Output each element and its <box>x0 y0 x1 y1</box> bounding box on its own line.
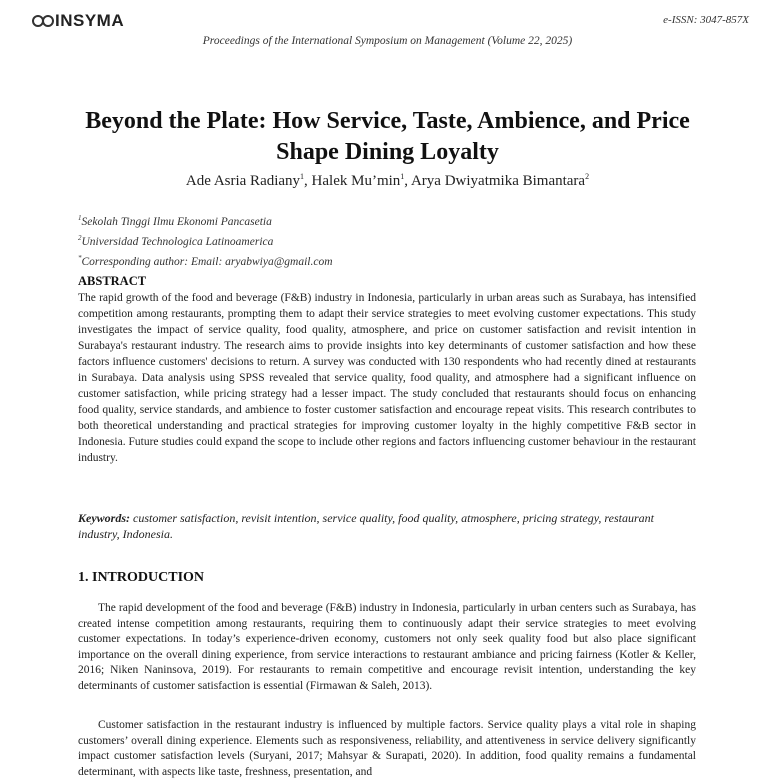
author-separator: , <box>404 173 411 189</box>
abstract-heading: ABSTRACT <box>78 274 147 288</box>
logo-text: INSYMA <box>55 11 125 30</box>
abstract-text: The rapid growth of the food and beverage (F&B) industry in Indonesia, particularly in urban areas such as Surabaya, has intensified competition among restaurants, prompting them to adapt their service strategies to meet evolving customer expectations. This study investigates the impact of service quality, food quality, atmosphere, and price on customer satisfaction and revisit intention in Surabaya's restaurant industry. The research aims to provide insights into key determinants of customer satisfaction and how these factors influence customers' decisions to return. A survey was conducted with 130 respondents who had recently dined at restaurants in Surabaya. Data analysis using SPSS revealed that service quality, food quality, and atmosphere had a significant influence on customer satisfaction, while pricing strategy had a lesser impact. The study concluded that restaurants should focus on enhancing food quality, service standards, and ambience to foster customer satisfaction and encourage repeat visits. This research contributes to both theoretical understanding and practical strategies for improving customer loyalty in the highly competitive F&B sector in Indonesia. Future studies could expand the scope to include other regions and factors influencing customer behaviour in the restaurant industry. <box>78 292 696 464</box>
affiliation-mark: 1 <box>300 172 305 181</box>
keywords-text: customer satisfaction, revisit intention, service quality, food quality, atmosphere, pricing strategy, restaurant industry, Indonesia. <box>78 511 654 541</box>
introduction-paragraph-2: Customer satisfaction in the restaurant industry is influenced by multiple factors. Service quality plays a vital role in shaping customers’ overall dining experience. Elements such as responsiveness, reliability, and attentiveness in service delivery significantly impact customer satisfaction levels (Suryani, 2017; Mahsyar & Surapati, 2020). In addition, food quality remains a fundamental determinant, with aspects like taste, freshness, presentation, and <box>78 719 696 778</box>
author-name: Ade Asria Radiany <box>185 173 301 189</box>
page-header <box>0 0 775 50</box>
author-list <box>0 172 775 190</box>
affiliation-text: Universidad Technologica Latinoamerica <box>81 235 274 248</box>
issn: e-ISSN: 3047-857X <box>663 14 749 26</box>
affiliation-mark: 2 <box>585 172 590 181</box>
affiliation-line <box>78 230 333 250</box>
introduction-heading: 1. INTRODUCTION <box>78 570 205 585</box>
affiliations <box>78 210 333 269</box>
author-name: Halek Mu’min <box>311 173 401 189</box>
corresponding-author-line <box>78 250 333 270</box>
affiliation-mark: 2 <box>78 233 82 242</box>
introduction-paragraph-1: The rapid development of the food and beverage (F&B) industry in Indonesia, particularly in urban centers such as Surabaya, has created intense competition among restaurants, requiring them to continuously adapt their service strategies to meet evolving customer expectations. In today’s experience-driven economy, customers not only seek quality food but also place significant importance on the overall dining experience, from service interactions to restaurant ambiance and pricing fairness (Kotler & Keller, 2016; Niken Naninsova, 2019). For restaurants to remain competitive and encourage revisit intention, understanding the key determinants of customer satisfaction is essential (Firmawan & Saleh, 2013). <box>78 602 696 692</box>
logo-infinity-icon <box>32 14 54 28</box>
affiliation-mark: 1 <box>78 214 82 222</box>
affiliation-mark: * <box>78 253 82 262</box>
corresponding-author-text: Corresponding author: Email: aryabwiya@gmail.com <box>81 255 333 268</box>
paper-title: Beyond the Plate: How Service, Taste, Ambience, and Price Shape Dining Loyalty <box>85 108 690 165</box>
proceedings-line: Proceedings of the International Symposium on Management (Volume 22, 2025) <box>202 35 573 47</box>
affiliation-mark: 1 <box>400 172 405 181</box>
affiliation-text: Sekolah Tinggi Ilmu Ekonomi Pancasetia <box>81 215 272 228</box>
affiliation-line <box>78 210 333 230</box>
keywords-label: Keywords: <box>78 511 130 525</box>
keywords <box>78 510 696 542</box>
journal-logo <box>32 11 124 31</box>
author-separator: , <box>304 173 312 189</box>
author-name: Arya Dwiyatmika Bimantara <box>410 173 586 189</box>
